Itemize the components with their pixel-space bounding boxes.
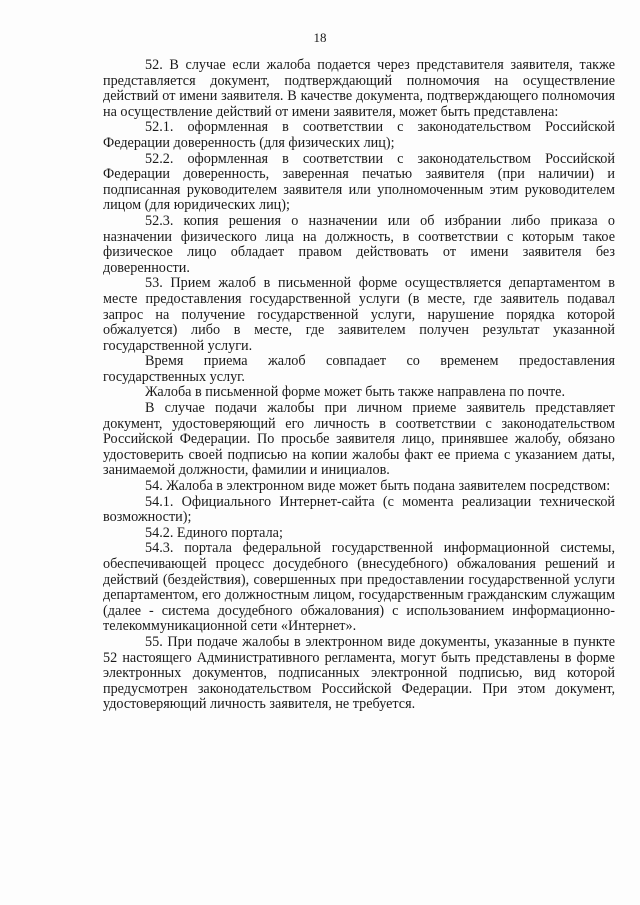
paragraph-52-3: 52.3. копия решения о назначении или об избрании либо приказа о назначении физического лица на должность, в соответствии с которым такое физическое лицо обладает правом действовать от имени заявителя без доверенности. [103,212,615,276]
paragraph-reception-time: Время приема жалоб совпадает со временем предоставления государственных услуг. [103,353,615,385]
paragraph-54-1: 54.1. Официального Интернет-сайта (с момента реализации технической возможности); [103,493,615,526]
paragraph-52-2: 52.2. оформленная в соответствии с законодательством Российской Федерации доверенность, заверенная печатью заявителя (при наличии) и подписанная руководителем заявителя или уполномоченным этим руководителем лицом (для юридических лиц); [103,150,615,214]
paragraph-52: 52. В случае если жалоба подается через представителя заявителя, также представляется документ, подтверждающий полномочия на осуществление действий от имени заявителя. В качестве документа, подтверждающего полномочия на осуществление действий от имени заявителя, может быть представлена: [103,57,615,120]
paragraph-55: 55. При подаче жалобы в электронном виде документы, указанные в пункте 52 настоящего Административного регламента, могут быть представлены в форме электронных документов, подписанных электронной подписью, вид которой предусмотрен законодательством Российской Федерации. При этом документ, удостоверяющий личность заявителя, не требуется. [103,633,615,713]
paragraph-53: 53. Прием жалоб в письменной форме осуществляется департаментом в месте предоставления государственной услуги (в месте, где заявитель подавал запрос на получение государственной услуги, нарушение порядка которой обжалуется) либо в месте, где заявителем получен результат указанной государственной услуги. [103,275,615,354]
paragraph-by-mail: Жалоба в письменной форме может быть также направлена по почте. [145,384,566,401]
paragraph-52-1: 52.1. оформленная в соответствии с законодательством Российской Федерации доверенность (для физических лиц); [103,119,615,151]
page-number: 18 [313,30,327,45]
paragraph-personal-reception: В случае подачи жалобы при личном приеме заявитель представляет документ, удостоверяющий его личность в соответствии с законодательством Российской Федерации. По просьбе заявителя лицо, принявшее жалобу, обязано удостоверить своей подписью на копии жалобы факт ее приема с указанием даты, занимаемой должности, фамилии и инициалов. [103,400,615,479]
document-body [103,58,615,713]
paragraph-54: 54. Жалоба в электронном виде может быть подана заявителем посредством: [145,478,611,495]
paragraph-54-2: 54.2. Единого портала; [145,524,283,541]
paragraph-54-3: 54.3. портала федеральной государственной информационной системы, обеспечивающей процесс досудебного (внесудебного) обжалования решений и действий (бездействия), совершенных при предоставлении государственной услуги департаментом, его должностным лицом, государственным гражданским служащим (далее - система досудебного обжалования) с использованием информационно-телекоммуникационной сети «Интернет». [103,540,615,635]
